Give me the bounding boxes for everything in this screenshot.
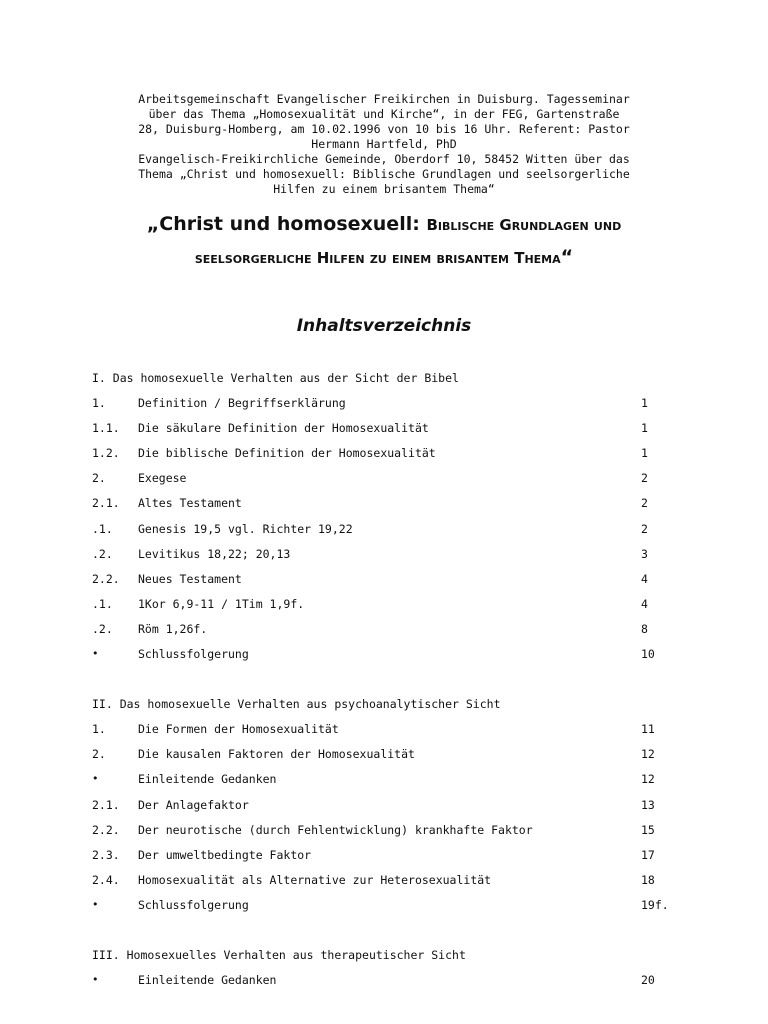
toc-entry <box>92 895 692 920</box>
toc-section-1-entries <box>92 393 692 669</box>
title-smallcaps: Biblische Grundlagen und <box>426 216 622 234</box>
title-line-1 <box>40 208 728 241</box>
seminar-header <box>80 92 688 197</box>
title-end-quote: “ <box>560 246 574 268</box>
bullet-icon: • <box>92 973 99 987</box>
toc-spacer <box>92 920 692 945</box>
toc-section-title <box>92 368 692 393</box>
toc-entry-page: 2 <box>641 471 648 486</box>
toc-entry-page: 13 <box>641 797 655 812</box>
toc-entry-label: Der neurotische (durch Fehlentwicklung) krankhafte Faktor <box>138 822 533 837</box>
toc-entry <box>92 719 692 744</box>
toc-entry-number: .1. <box>92 596 113 611</box>
toc-entry-page: 12 <box>641 747 655 762</box>
toc-entry-page: 15 <box>641 822 655 837</box>
header-line: Hilfen zu einem brisantem Thema“ <box>273 182 495 196</box>
toc-entry-page: 2 <box>641 521 648 536</box>
toc-entry <box>92 468 692 493</box>
toc-entry <box>92 644 692 669</box>
toc-entry-label: 1Kor 6,9-11 / 1Tim 1,9f. <box>138 596 305 611</box>
toc-entry <box>92 544 692 569</box>
toc-entry <box>92 594 692 619</box>
section-title-text: III. Homosexuelles Verhalten aus therapeutischer Sicht <box>92 947 466 962</box>
toc-entry-page: 20 <box>641 973 655 988</box>
toc-section-title <box>92 694 692 719</box>
toc-entry-page: 11 <box>641 722 655 737</box>
toc-entry-page: 3 <box>641 546 648 561</box>
toc-entry <box>92 744 692 769</box>
toc-entry-label: Die kausalen Faktoren der Homosexualität <box>138 747 415 762</box>
toc-entry-number: 1. <box>92 396 106 411</box>
toc-entry <box>92 393 692 418</box>
toc-entry-label: Exegese <box>138 471 187 486</box>
toc-section-2-entries <box>92 719 692 920</box>
toc-entry-label: Röm 1,26f. <box>138 621 208 636</box>
toc-entry <box>92 795 692 820</box>
toc-entry <box>92 519 692 544</box>
toc-section-3-entries <box>92 970 692 995</box>
toc-entry-number: .2. <box>92 546 113 561</box>
toc-entry <box>92 493 692 518</box>
toc-entry <box>92 569 692 594</box>
toc-section-title <box>92 945 692 970</box>
document-title <box>40 208 728 274</box>
toc-entry-number: 2.4. <box>92 872 120 887</box>
section-title-text: I. Das homosexuelle Verhalten aus der Sicht der Bibel <box>92 371 459 385</box>
title-line-2 <box>40 241 728 274</box>
bullet-icon: • <box>92 897 99 911</box>
toc-entry-page: 18 <box>641 872 655 887</box>
toc-entry-page: 1 <box>641 446 648 461</box>
toc-entry-page: 1 <box>641 396 648 411</box>
toc-heading: Inhaltsverzeichnis <box>296 316 472 336</box>
toc-entry-label: Einleitende Gedanken <box>138 772 277 787</box>
toc-entry <box>92 769 692 794</box>
toc-entry-number: 2. <box>92 471 106 486</box>
title-smallcaps: Thema <box>514 249 561 267</box>
toc-entry-page: 1 <box>641 421 648 436</box>
toc-entry-label: Levitikus 18,22; 20,13 <box>138 546 291 561</box>
toc-entry-label: Der Anlagefaktor <box>138 797 249 812</box>
toc-entry-number: .2. <box>92 621 113 636</box>
toc-entry-label: Genesis 19,5 vgl. Richter 19,22 <box>138 521 353 536</box>
toc-entry-label: Schlussfolgerung <box>138 897 249 912</box>
toc-entry-label: Schlussfolgerung <box>138 647 249 662</box>
table-of-contents <box>92 368 692 995</box>
toc-entry-number: 2.1. <box>92 797 120 812</box>
toc-entry <box>92 970 692 995</box>
title-smallcaps: Hilfen zu einem brisantem <box>316 249 515 267</box>
title-main: „Christ und homosexuell: <box>146 213 427 235</box>
toc-entry-number: 1.2. <box>92 446 120 461</box>
toc-entry-page: 10 <box>641 647 655 662</box>
toc-entry-label: Der umweltbedingte Faktor <box>138 847 312 862</box>
toc-entry-number: 2.1. <box>92 496 120 511</box>
toc-entry-label: Definition / Begriffserklärung <box>138 396 346 411</box>
bullet-icon: • <box>92 647 99 661</box>
toc-entry-label: Die Formen der Homosexualität <box>138 722 339 737</box>
toc-entry <box>92 619 692 644</box>
toc-entry <box>92 418 692 443</box>
toc-entry-label: Die säkulare Definition der Homosexualität <box>138 421 429 436</box>
toc-entry-number: 1.1. <box>92 421 120 436</box>
section-title-text: II. Das homosexuelle Verhalten aus psychoanalytischer Sicht <box>92 697 501 712</box>
toc-entry-page: 4 <box>641 571 648 586</box>
toc-entry-number: 2. <box>92 747 106 762</box>
header-line: Evangelisch-Freikirchliche Gemeinde, Oberdorf 10, 58452 Witten über das <box>138 152 630 166</box>
header-line: Arbeitsgemeinschaft Evangelischer Freikirchen in Duisburg. Tagesseminar <box>138 92 630 106</box>
toc-entry-label: Neues Testament <box>138 571 242 586</box>
toc-entry-page: 8 <box>641 621 648 636</box>
toc-entry-label: Homosexualität als Alternative zur Heterosexualität <box>138 872 492 887</box>
toc-entry-page: 17 <box>641 847 655 862</box>
toc-entry-number: 2.3. <box>92 847 120 862</box>
title-smallcaps: seelsorgerliche <box>194 249 317 267</box>
bullet-icon: • <box>92 772 99 786</box>
toc-entry <box>92 820 692 845</box>
toc-entry <box>92 845 692 870</box>
toc-entry-label: Altes Testament <box>138 496 242 511</box>
toc-entry-page: 4 <box>641 596 648 611</box>
toc-entry-label: Die biblische Definition der Homosexualität <box>138 446 436 461</box>
toc-spacer <box>92 669 692 694</box>
toc-entry-page: 12 <box>641 772 655 787</box>
header-line: Thema „Christ und homosexuell: Biblische Grundlagen und seelsorgerliche <box>138 167 630 181</box>
toc-entry-page: 19f. <box>641 897 669 912</box>
toc-entry <box>92 443 692 468</box>
toc-entry-page: 2 <box>641 496 648 511</box>
header-line: Hermann Hartfeld, PhD <box>311 137 457 151</box>
toc-entry-number: 2.2. <box>92 571 120 586</box>
toc-entry-number: 2.2. <box>92 822 120 837</box>
toc-entry-label: Einleitende Gedanken <box>138 973 277 988</box>
toc-entry-number: .1. <box>92 521 113 536</box>
toc-entry <box>92 870 692 895</box>
toc-entry-number: 1. <box>92 722 106 737</box>
header-line: über das Thema „Homosexualität und Kirche“, in der FEG, Gartenstraße <box>148 107 620 121</box>
header-line: 28, Duisburg-Homberg, am 10.02.1996 von 10 bis 16 Uhr. Referent: Pastor <box>138 122 630 136</box>
